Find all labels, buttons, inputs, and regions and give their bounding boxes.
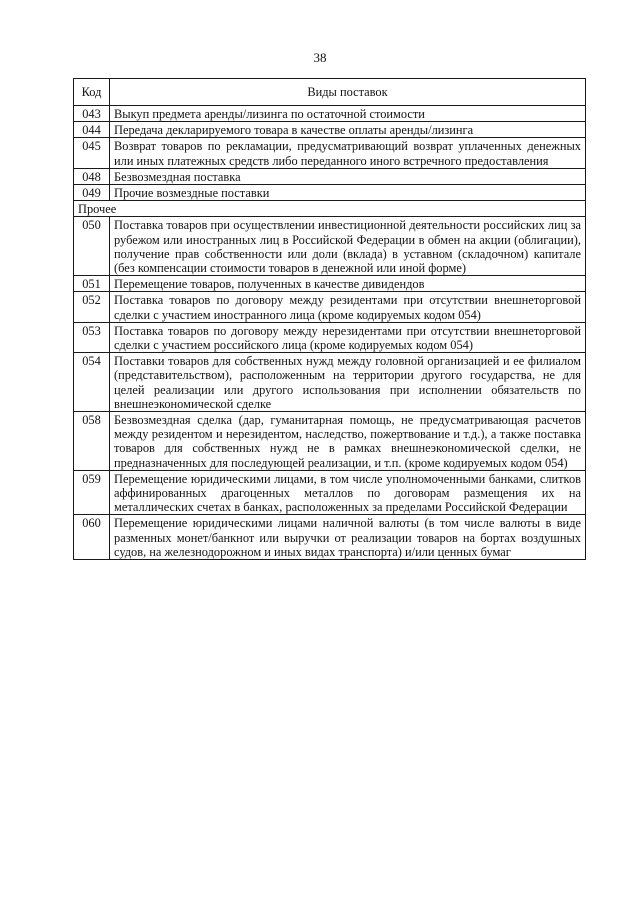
row-code: 060 [74, 515, 110, 560]
row-code: 053 [74, 322, 110, 352]
row-code: 054 [74, 353, 110, 412]
delivery-types-table [73, 78, 586, 560]
row-description: Безвозмездная сделка (дар, гуманитарная помощь, не предусматривающая расчетов между резидентом и нерезидентом, наследство, пожертвование и т.д.), а также поставка товаров для собственных нужд не в рамках внешнеэкономической сделки, не предназначенных для последующей реализации, и т.п. (кроме кодируемых кодом 054) [110, 412, 586, 471]
table-row [74, 276, 586, 292]
row-description: Передача декларируемого товара в качестве оплаты аренды/лизинга [110, 122, 586, 138]
row-code: 044 [74, 122, 110, 138]
table-row [74, 168, 586, 184]
header-code: Код [74, 79, 110, 106]
table-row [74, 412, 586, 471]
table-row [74, 138, 586, 168]
row-code: 048 [74, 168, 110, 184]
table-row [74, 106, 586, 122]
page-number: 38 [313, 50, 327, 65]
row-description: Безвозмездная поставка [110, 168, 586, 184]
row-code: 050 [74, 217, 110, 276]
row-code: 043 [74, 106, 110, 122]
table-row [74, 322, 586, 352]
row-code: 058 [74, 412, 110, 471]
row-code: 052 [74, 292, 110, 322]
table-row [74, 217, 586, 276]
row-description: Поставки товаров для собственных нужд между головной организацией и ее филиалом (представительством), расположенным на территории другого государства, не для целей реализации или другого использования при исполнении обязательств по внешнеэкономической сделке [110, 353, 586, 412]
row-description: Поставка товаров по договору между нерезидентами при отсутствии внешнеторговой сделки с участием российского лица (кроме кодируемых кодом 054) [110, 322, 586, 352]
table-row [74, 515, 586, 560]
row-description: Поставка товаров при осуществлении инвестиционной деятельности российских лиц за рубежом или иностранных лиц в Российской Федерации в обмен на акции (облигации), получение прав собственности или доли (вклада) в уставном (складочном) капитале (без компенсации стоимости товаров в денежной или иной форме) [110, 217, 586, 276]
section-row [74, 201, 586, 217]
row-code: 045 [74, 138, 110, 168]
row-description: Выкуп предмета аренды/лизинга по остаточной стоимости [110, 106, 586, 122]
row-description: Перемещение юридическими лицами наличной валюты (в том числе валюты в виде разменных монет/банкнот или выручки от реализации товаров на бортах воздушных судов, на железнодорожном и иных видах транспорта) и/или ценных бумаг [110, 515, 586, 560]
table-row [74, 122, 586, 138]
row-code: 049 [74, 185, 110, 201]
row-description: Возврат товаров по рекламации, предусматривающий возврат уплаченных денежных или иных платежных средств либо переданного иного встречного предоставления [110, 138, 586, 168]
row-code: 051 [74, 276, 110, 292]
table-row [74, 353, 586, 412]
row-description: Поставка товаров по договору между резидентами при отсутствии внешнеторговой сделки с участием иностранного лица (кроме кодируемых кодом 054) [110, 292, 586, 322]
row-description: Прочие возмездные поставки [110, 185, 586, 201]
table-row [74, 292, 586, 322]
row-description: Перемещение юридическими лицами, в том числе уполномоченными банками, слитков аффинированных драгоценных металлов по договорам размещения их на металлических счетах в банках, расположенных за пределами Российской Федерации [110, 470, 586, 515]
table-row [74, 470, 586, 515]
header-delivery-type: Виды поставок [110, 79, 586, 106]
row-code: 059 [74, 470, 110, 515]
table-row [74, 185, 586, 201]
row-description: Перемещение товаров, полученных в качестве дивидендов [110, 276, 586, 292]
table-header-row [74, 79, 586, 106]
section-title: Прочее [74, 201, 586, 217]
